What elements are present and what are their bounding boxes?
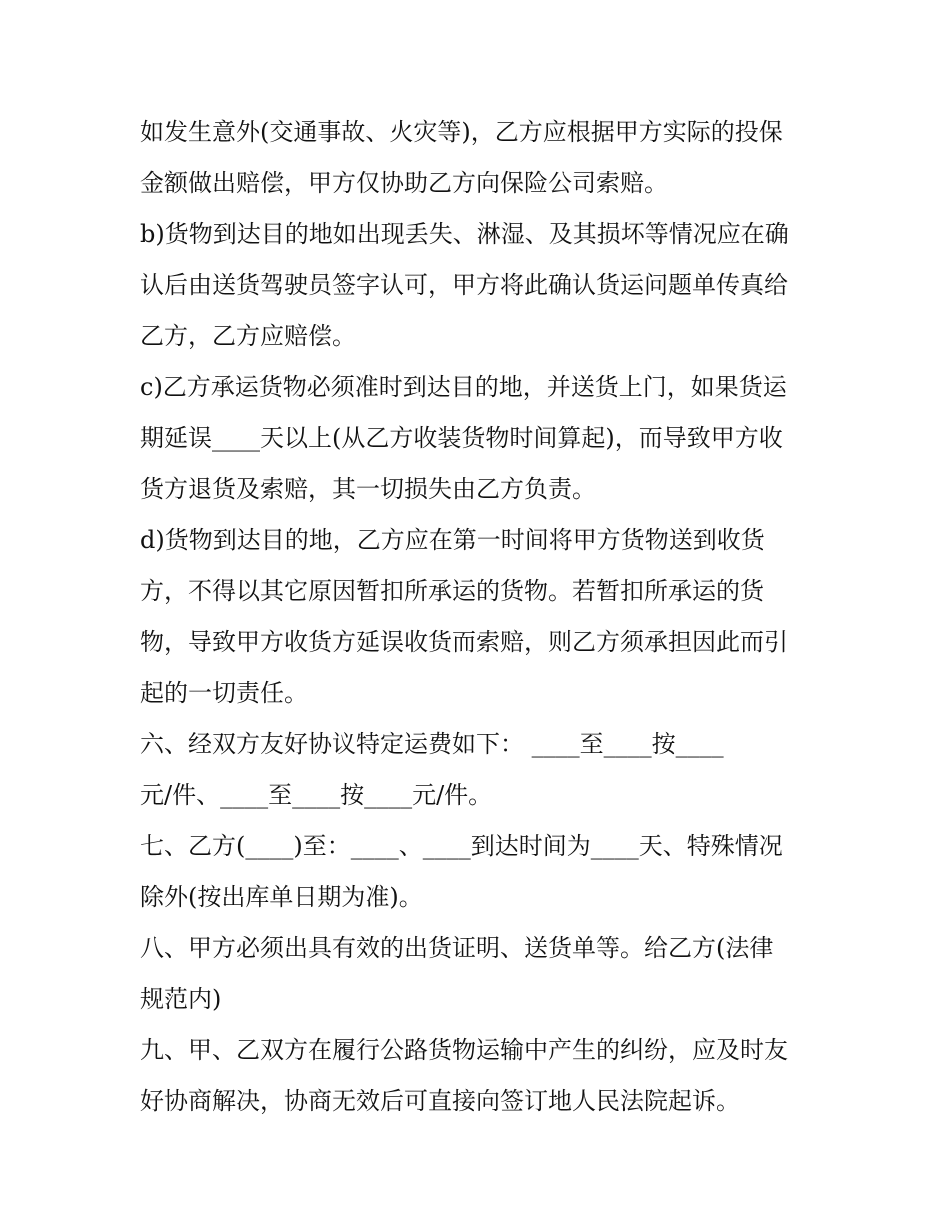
text-line: 元/件、____至____按____元/件。 [140, 781, 493, 809]
text-line: 如发生意外(交通事故、火灾等)，乙方应根据甲方实际的投保 [140, 118, 783, 146]
text-line: 物，导致甲方收货方延误收货而索赔，则乙方须承担因此而引 [140, 628, 788, 656]
text-line: 期延误____天以上(从乙方收装货物时间算起)，而导致甲方收 [140, 424, 783, 452]
text-line: b)货物到达目的地如出现丢失、淋湿、及其损坏等情况应在确 [140, 220, 789, 248]
text-line: 九、甲、乙双方在履行公路货物运输中产生的纠纷，应及时友 [140, 1036, 788, 1064]
text-line: 金额做出赔偿，甲方仅协助乙方向保险公司索赔。 [140, 169, 668, 197]
text-line: c)乙方承运货物必须准时到达目的地，并送货上门，如果货运 [140, 373, 787, 401]
text-line: 起的一切责任。 [140, 679, 308, 707]
text-line: 好协商解决，协商无效后可直接向签订地人民法院起诉。 [140, 1087, 740, 1115]
text-line: 乙方，乙方应赔偿。 [140, 322, 356, 350]
text-line: 规范内) [140, 985, 222, 1013]
text-line: 七、乙方(____)至：____、____到达时间为____天、特殊情况 [140, 832, 783, 860]
text-line: d)货物到达目的地，乙方应在第一时间将甲方货物送到收货 [140, 526, 765, 554]
text-line: 认后由送货驾驶员签字认可，甲方将此确认货运问题单传真给 [140, 271, 788, 299]
text-line: 八、甲方必须出具有效的出货证明、送货单等。给乙方(法律 [140, 934, 774, 962]
text-line: 六、经双方友好协议特定运费如下： ____至____按____ [140, 730, 724, 758]
text-line: 货方退货及索赔，其一切损失由乙方负责。 [140, 475, 596, 503]
contract-text [140, 107, 820, 1127]
text-line: 除外(按出库单日期为准)。 [140, 883, 423, 911]
text-line: 方，不得以其它原因暂扣所承运的货物。若暂扣所承运的货 [140, 577, 764, 605]
